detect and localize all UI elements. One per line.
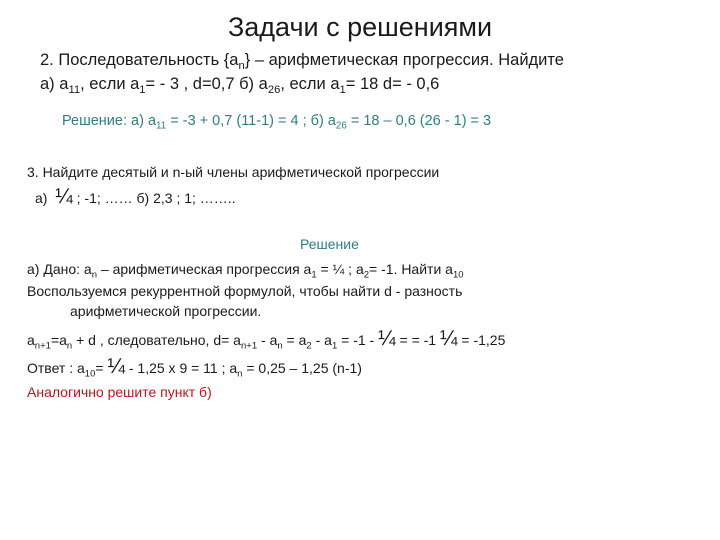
recurrent-formula-line-2: арифметической прогрессии. bbox=[70, 303, 262, 319]
problem-2-text-prefix: 2. Последовательность {a bbox=[40, 51, 239, 69]
answer-text: = 0,25 – 1,25 (n-1) bbox=[242, 360, 362, 376]
given-text: а) Дано: a bbox=[27, 261, 92, 277]
subscript: 1 bbox=[311, 269, 317, 281]
formula-text: - a bbox=[257, 332, 278, 348]
similar-task-note: Аналогично решите пункт б) bbox=[27, 384, 212, 400]
item-a-label: а) bbox=[35, 190, 48, 206]
cond-text: = - 3 , d=0,7 б) a bbox=[145, 75, 268, 93]
quarter-fraction: ¼ bbox=[439, 327, 458, 350]
subscript: 26 bbox=[267, 83, 281, 96]
subscript: n bbox=[91, 269, 97, 281]
subscript: 11 bbox=[68, 83, 81, 96]
difference-formula bbox=[27, 327, 506, 352]
subscript: n+1 bbox=[34, 340, 51, 352]
cond-text: = 18 d= - 0,6 bbox=[345, 75, 440, 93]
formula-text: = = -1 bbox=[395, 332, 440, 348]
quarter-fraction: ¼ bbox=[107, 355, 125, 378]
formula-text: + d , следовательно, d= a bbox=[72, 332, 241, 348]
subscript: n bbox=[237, 368, 243, 380]
subscript: n bbox=[277, 340, 283, 352]
page-title: Задачи с решениями bbox=[227, 12, 493, 42]
subscript: 10 bbox=[84, 368, 96, 380]
problem-2-conditions bbox=[40, 75, 439, 94]
solution-given bbox=[27, 261, 464, 281]
problem-2-statement bbox=[40, 51, 564, 70]
subscript-n: n bbox=[238, 59, 245, 72]
recurrent-formula-line-1: Воспользуемся рекуррентной формулой, чтобы найти d - разность bbox=[27, 283, 463, 299]
problem-3-items bbox=[35, 185, 236, 208]
formula-text: - a bbox=[311, 332, 332, 348]
item-rest: ; -1; …… б) 2,3 ; 1; …….. bbox=[72, 190, 236, 206]
answer-text: - 1,25 х 9 = 11 ; a bbox=[124, 360, 238, 376]
answer-line bbox=[27, 355, 362, 380]
subscript: 2 bbox=[363, 269, 370, 281]
problem-2-text-suffix: } – арифметическая прогрессия. Найдите bbox=[244, 51, 564, 69]
solution-heading: Решение bbox=[300, 236, 359, 252]
solution-text: = -3 + 0,7 (11-1) = 4 ; б) a bbox=[166, 113, 336, 129]
solution-text: = 18 – 0,6 (26 - 1) = 3 bbox=[346, 113, 492, 129]
subscript: 26 bbox=[335, 120, 347, 132]
subscript: 1 bbox=[139, 83, 146, 96]
cond-text: , если a bbox=[80, 75, 140, 93]
given-text: = ¼ ; a bbox=[316, 261, 364, 277]
subscript: 1 bbox=[339, 83, 346, 96]
subscript: n bbox=[66, 340, 73, 352]
quarter-fraction: ¼ bbox=[378, 327, 396, 350]
answer-text: = bbox=[95, 360, 108, 376]
formula-text: a bbox=[27, 332, 35, 348]
quarter-fraction: ¼ bbox=[55, 185, 73, 208]
given-text: = -1. Найти a bbox=[369, 261, 453, 277]
formula-text: = a bbox=[282, 332, 307, 348]
subscript: 10 bbox=[452, 269, 464, 281]
cond-text: а) a bbox=[40, 75, 69, 93]
problem-3-statement: 3. Найдите десятый и n-ый члены арифметической прогрессии bbox=[27, 164, 440, 180]
problem-2-solution bbox=[62, 113, 492, 132]
cond-text: , если a bbox=[280, 75, 340, 93]
formula-text: =a bbox=[50, 332, 67, 348]
answer-text: Ответ : a bbox=[27, 360, 85, 376]
subscript: 1 bbox=[331, 340, 338, 352]
subscript: 2 bbox=[306, 340, 312, 352]
given-text: – арифметическая прогрессия a bbox=[97, 261, 312, 277]
solution-text: Решение: а) a bbox=[62, 113, 157, 129]
formula-text: = -1,25 bbox=[457, 332, 506, 348]
formula-text: = -1 - bbox=[337, 332, 379, 348]
subscript: n+1 bbox=[240, 340, 258, 352]
subscript: 11 bbox=[156, 120, 167, 132]
